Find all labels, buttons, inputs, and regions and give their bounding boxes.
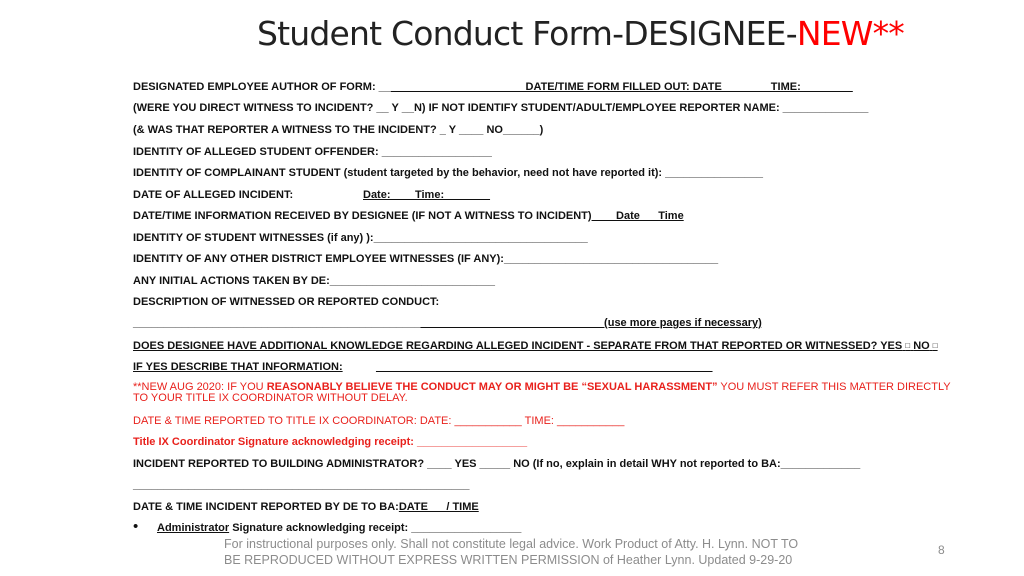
form-line-title-ix-reported: DATE & TIME REPORTED TO TITLE IX COORDINATOR: DATE: ___________ TIME: ___________ <box>133 415 625 427</box>
footer-disclaimer: For instructional purposes only. Shall not constitute legal advice. Work Product of Atty. H. Lynn. NOT TO BE REPRODUCED WITHOUT EXPRESS WRITTEN PERMISSION of Heather Lynn. Updated 9-29-20 <box>224 537 799 567</box>
page-number: 8 <box>938 543 945 557</box>
bullet: • <box>133 518 139 535</box>
form-line-initial-actions: ANY INITIAL ACTIONS TAKEN BY DE:___________________________ <box>133 275 495 287</box>
title-ix-notice: **NEW AUG 2020: IF YOU REASONABLY BELIEVE THE CONDUCT MAY OR MIGHT BE “SEXUAL HARASSMENT” YOU MUST REFER THIS MATTER DIRECTLY <box>133 381 951 393</box>
form-line-additional-knowledge: DOES DESIGNEE HAVE ADDITIONAL KNOWLEDGE REGARDING ALLEGED INCIDENT - SEPARATE FROM THAT REPORTED OR WITNESSED? YES □ NO □ <box>133 340 938 352</box>
form-line-complainant: IDENTITY OF COMPLAINANT STUDENT (student targeted by the behavior, need not have reported it): ________________ <box>133 167 763 179</box>
form-line-employee-witnesses: IDENTITY OF ANY OTHER DISTRICT EMPLOYEE WITNESSES (IF ANY):___________________________________ <box>133 253 719 265</box>
form-line-direct-witness: (WERE YOU DIRECT WITNESS TO INCIDENT? __ Y __N) IF NOT IDENTIFY STUDENT/ADULT/EMPLOYEE REPORTER NAME: ______________ <box>133 102 869 114</box>
form-line-admin-signature: Administrator Signature acknowledging receipt: __________________ <box>157 522 522 534</box>
form-line-reported-to-ba: DATE & TIME INCIDENT REPORTED BY DE TO BA:DATE___/ TIME <box>133 501 479 513</box>
form-line-title-ix-signature: Title IX Coordinator Signature acknowledging receipt: __________________ <box>133 436 528 448</box>
form-line-building-admin: INCIDENT REPORTED TO BUILDING ADMINISTRATOR? ____ YES _____ NO (If no, explain in detail WHY not reported to BA:_____________ <box>133 458 861 470</box>
form-line-incident-date: DATE OF ALLEGED INCIDENT: Date:____Time: _______ <box>133 189 490 201</box>
title-main: Student Conduct Form-DESIGNEE- <box>257 14 797 53</box>
slide-title <box>257 14 904 53</box>
form-line-explain-blank: _______________________________________________________ <box>133 479 470 491</box>
form-line-author: DESIGNATED EMPLOYEE AUTHOR OF FORM: ________________________DATE/TIME FORM FILLED OUT: DATE________TIME: ________ <box>133 81 853 93</box>
form-line-describe-info: IF YES DESCRIBE THAT INFORMATION: _______________________________________________________ <box>133 361 713 373</box>
title-ix-notice-cont: TO YOUR TITLE IX COORDINATOR WITHOUT DELAY. <box>133 392 408 404</box>
form-line-description-heading: DESCRIPTION OF WITNESSED OR REPORTED CONDUCT: <box>133 296 440 308</box>
form-line-student-witnesses: IDENTITY OF STUDENT WITNESSES (if any) ):___________________________________ <box>133 232 588 244</box>
no-checkbox[interactable]: □ <box>932 341 938 350</box>
title-highlight: NEW** <box>796 14 904 53</box>
form-line-alleged-offender: IDENTITY OF ALLEGED STUDENT OFFENDER: __________________ <box>133 146 492 158</box>
form-line-reporter-witness: (& WAS THAT REPORTER A WITNESS TO THE INCIDENT? _ Y ____ NO______) <box>133 124 544 136</box>
form-line-info-received: DATE/TIME INFORMATION RECEIVED BY DESIGNEE (IF NOT A WITNESS TO INCIDENT)____Date___Time <box>133 210 684 222</box>
yes-checkbox[interactable]: □ <box>905 341 911 350</box>
form-line-description-blank: _____________________________________________________________________________(use more pages if necessary) <box>133 317 762 329</box>
